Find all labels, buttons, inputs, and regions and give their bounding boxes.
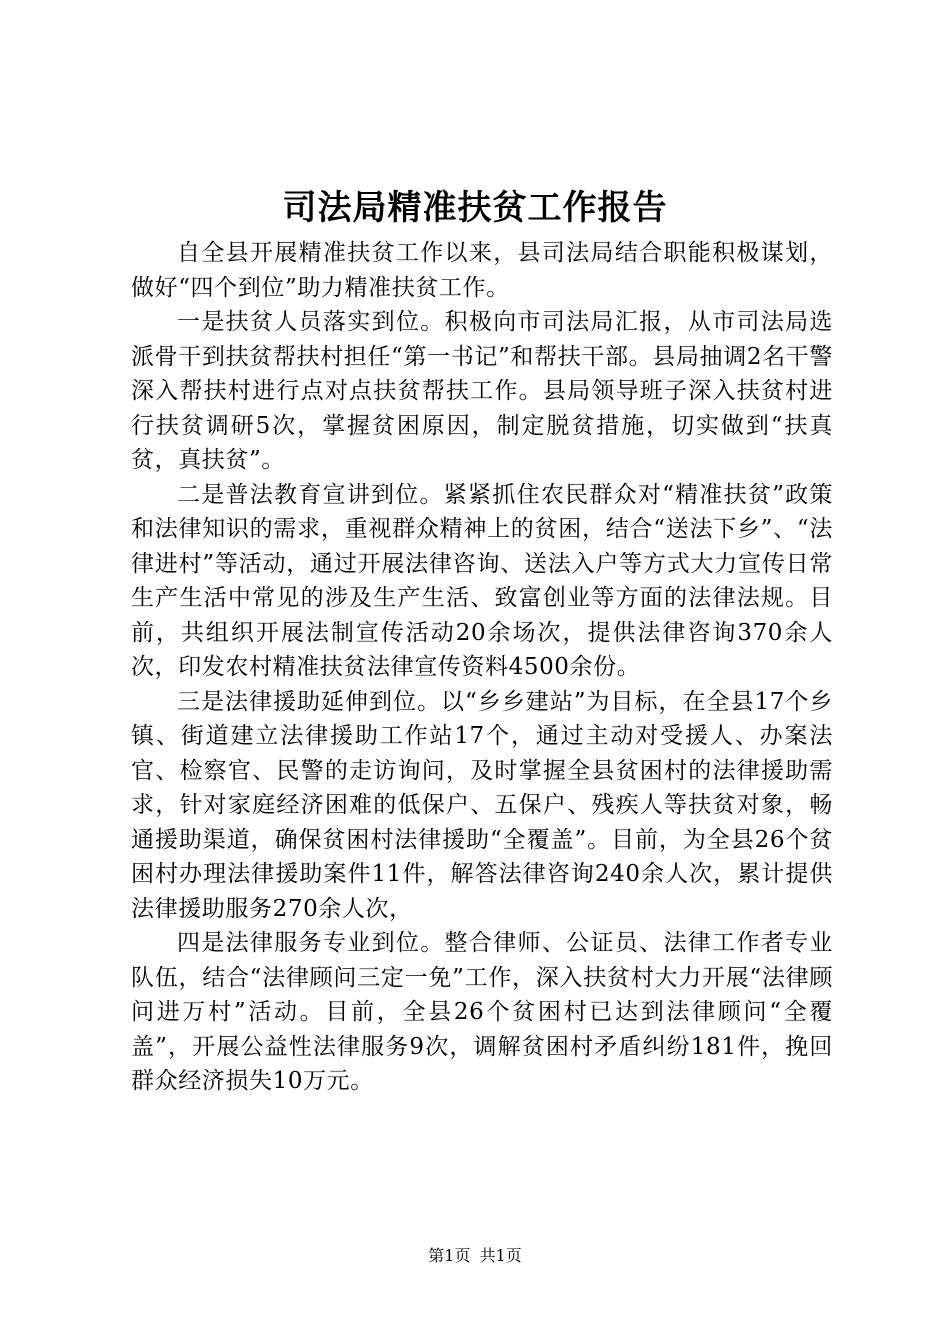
page-total: 共1页 — [479, 1246, 522, 1265]
paragraph-legal-aid: 三是法律援助延伸到位。以“乡乡建站”为目标，在全县17个乡镇、街道建立法律援助工作站17个，通过主动对受援人、办案法官、检察官、民警的走访询问，及时掌握全县贫困村的法律援助需求，针对家庭经济困难的低保户、五保户、残疾人等扶贫对象，畅通援助渠道，确保贫困村法律援助“全覆盖”。目前，为全县26个贫困村办理法律援助案件11件，解答法律咨询240余人次，累计提供法律援助服务270余人次， — [131, 688, 833, 922]
paragraph-legal-education: 二是普法教育宣讲到位。紧紧抓住农民群众对“精准扶贫”政策和法律知识的需求，重视群众精神上的贫困，结合“送法下乡”、“法律进村”等活动，通过开展法律咨询、送法入户等方式大力宣传日常生产生活中常见的涉及生产生活、致富创业等方面的法律法规。目前，共组织开展法制宣传活动20余场次，提供法律咨询370余人次，印发农村精准扶贫法律宣传资料4500余份。 — [131, 481, 833, 680]
document-title: 司法局精准扶贫工作报告 — [282, 188, 668, 228]
page-footer — [0, 1245, 950, 1267]
page-number: 第1页 — [428, 1246, 471, 1265]
document-body — [131, 236, 833, 1099]
paragraph-personnel: 一是扶贫人员落实到位。积极向市司法局汇报，从市司法局选派骨干到扶贫帮扶村担任“第一书记”和帮扶干部。县局抽调2名干警深入帮扶村进行点对点扶贫帮扶工作。县局领导班子深入扶贫村进行扶贫调研5次，掌握贫困原因，制定脱贫措施，切实做到“扶真贫，真扶贫”。 — [131, 309, 833, 473]
paragraph-intro: 自全县开展精准扶贫工作以来，县司法局结合职能积极谋划，做好“四个到位”助力精准扶贫工作。 — [131, 240, 833, 301]
paragraph-legal-services: 四是法律服务专业到位。整合律师、公证员、法律工作者专业队伍，结合“法律顾问三定一免”工作，深入扶贫村大力开展“法律顾问进万村”活动。目前，全县26个贫困村已达到法律顾问“全覆盖”，开展公益性法律服务9次，调解贫困村矛盾纠纷181件，挽回群众经济损失10万元。 — [131, 930, 833, 1094]
